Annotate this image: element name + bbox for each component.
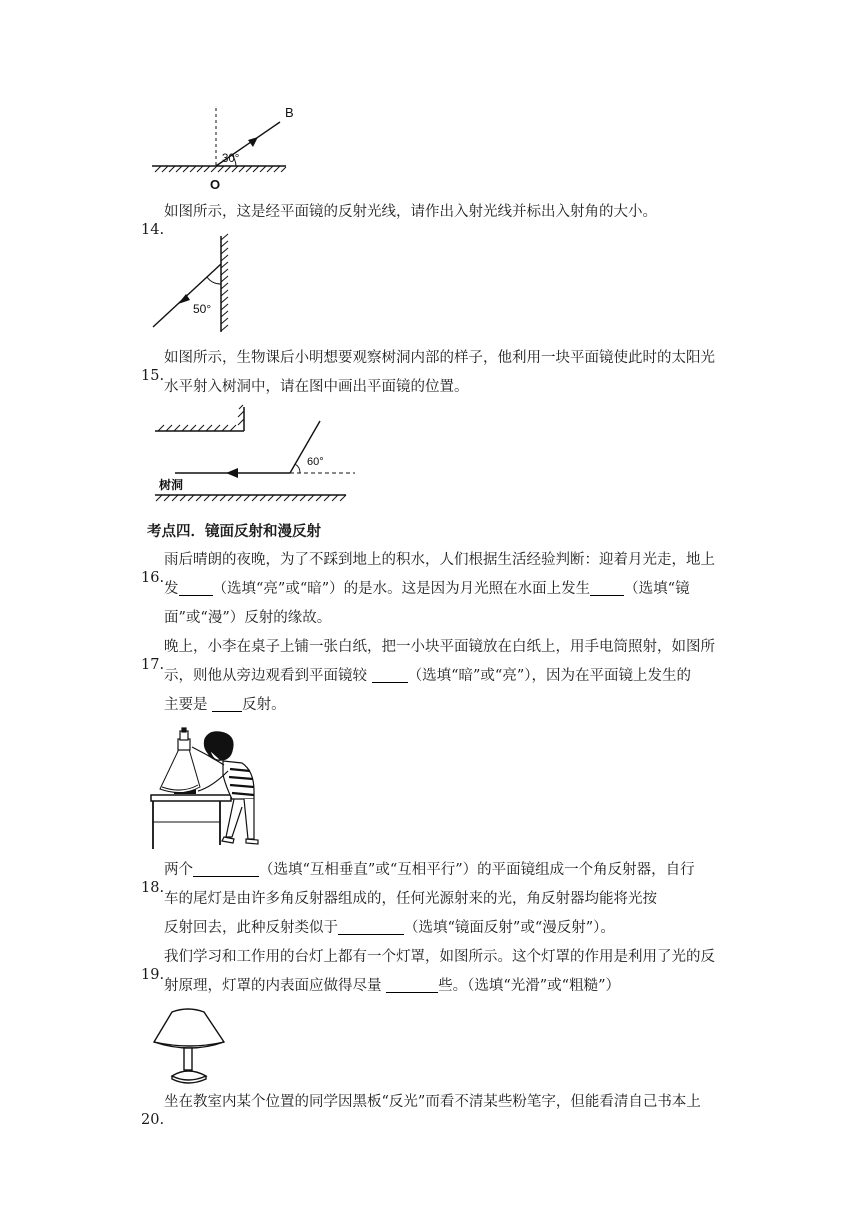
answer-blank-2[interactable] [590, 579, 624, 596]
question-text-line-2: 车的尾灯是由许多角反射器组成的，任何光源射来的光，角反射器均能将光按 [164, 891, 657, 907]
tree-wall [155, 405, 244, 431]
question-number: 18. [141, 880, 165, 896]
question-text: （选填“互相垂直”或“互相平行”）的平面镜组成一个角反射器，自行 [259, 862, 695, 878]
question-number: 20. [141, 1112, 165, 1128]
question-text: 反射。 [242, 697, 286, 713]
answer-blank-2[interactable] [338, 918, 404, 935]
question-17 [141, 633, 737, 720]
mirror-surface [152, 166, 286, 172]
angle-arc [207, 277, 221, 284]
question-text: （选填“暗”或“亮”），因为在平面镜上发生的 [407, 668, 692, 684]
question-text: 射原理，灯罩的内表面应做得尽量 [164, 978, 387, 994]
figure-19-desk-lamp [150, 1006, 230, 1086]
question-text: 两个 [164, 862, 193, 878]
question-text-line-1: 坐在教室内某个位置的同学因黑板“反光”而看不清某些粉笔字，但能看清自己书本上 [164, 1094, 701, 1110]
question-text: 反射回去，此种反射类似于 [164, 920, 338, 936]
ground [155, 495, 346, 501]
question-text: 面”或“漫”）反射的缘故。 [164, 610, 332, 626]
question-19 [141, 943, 737, 1001]
question-text: 示，则他从旁边观看到平面镜较 [164, 668, 372, 684]
figure-13-reflection [150, 100, 310, 195]
ray-arrow [248, 137, 258, 147]
flashlight [178, 728, 190, 750]
vertical-mirror [221, 234, 228, 332]
question-16 [141, 546, 737, 633]
answer-blank-1[interactable] [386, 976, 438, 993]
question-text: 些。（选填“光滑”或“粗糙”） [438, 978, 621, 994]
label-B: B [285, 105, 294, 120]
question-number: 16. [141, 570, 165, 586]
figure-17-flashlight-scene [150, 727, 268, 850]
question-14 [141, 198, 737, 238]
question-text: （选填“镜 [624, 581, 690, 597]
answer-blank-2[interactable] [212, 695, 242, 712]
section-heading: 考点四．镜面反射和漫反射 [147, 524, 321, 540]
angle-arc [295, 464, 300, 473]
question-text: 主要是 [164, 697, 213, 713]
figure-15-tree-hole [150, 405, 355, 510]
question-20 [141, 1088, 737, 1128]
question-number: 17. [141, 657, 165, 673]
question-15 [141, 344, 737, 402]
figure-14-vertical-mirror [150, 234, 250, 334]
question-text-line-1: 如图所示，生物课后小明想要观察树洞内部的样子，他利用一块平面镜使此时的太阳光 [164, 350, 715, 366]
question-number: 19. [141, 967, 165, 983]
lamp-shade [154, 1009, 224, 1048]
question-text-line-1: 我们学习和工作用的台灯上都有一个灯罩，如图所示。这个灯罩的作用是利用了光的反 [164, 949, 715, 965]
lamp-stand [172, 1048, 206, 1083]
ray-arrow [226, 468, 238, 478]
angle-label: 50° [193, 302, 212, 316]
question-text-line-1: 晚上，小李在桌子上铺一张白纸，把一小块平面镜放在白纸上，用手电筒照射，如图所 [164, 639, 715, 655]
question-text-line-1: 雨后晴朗的夜晚，为了不踩到地上的积水，人们根据生活经验判断：迎着月光走，地上 [164, 552, 715, 568]
tree-hole-label: 树洞 [159, 478, 184, 492]
question-text: （选填“镜面反射”或“漫反射”）。 [404, 920, 615, 936]
question-text: 发 [164, 581, 179, 597]
label-O: O [210, 177, 221, 192]
answer-blank-1[interactable] [372, 666, 408, 683]
question-number: 15. [141, 368, 165, 384]
question-text: （选填“亮”或“暗”）的是水。这是因为月光照在水面上发生 [212, 581, 591, 597]
desk [151, 795, 231, 849]
question-text-line-2: 水平射入树洞中，请在图中画出平面镜的位置。 [164, 379, 469, 395]
angle-label: 60° [307, 456, 324, 468]
boy [192, 732, 258, 844]
question-text: 如图所示，这是经平面镜的反射光线，请作出入射光线并标出入射角的大小。 [164, 204, 657, 220]
question-number: 14. [141, 222, 165, 238]
answer-blank-1[interactable] [179, 579, 213, 596]
flashlight-beam [160, 749, 200, 793]
answer-blank-1[interactable] [193, 860, 259, 877]
ray-arrow [178, 294, 190, 304]
question-18 [141, 856, 737, 943]
angle-label: 30° [222, 153, 240, 165]
